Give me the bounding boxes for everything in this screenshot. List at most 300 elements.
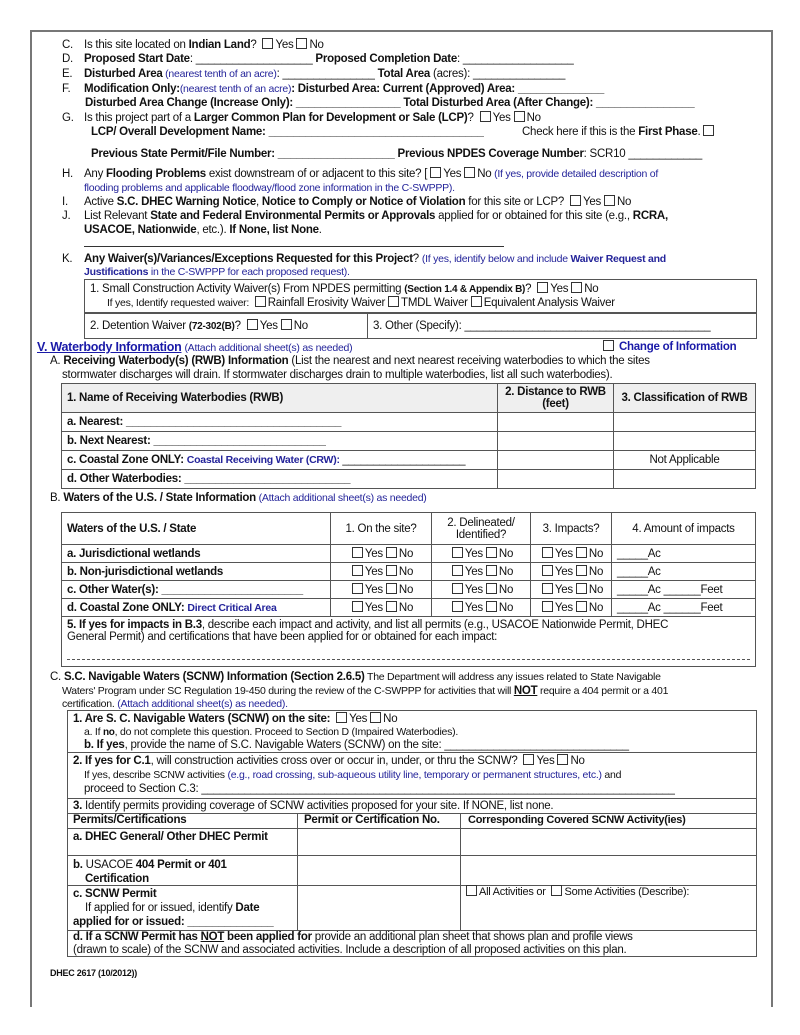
- no-label: No: [498, 602, 514, 614]
- checkbox[interactable]: [604, 195, 615, 206]
- text-segment: provide an additional plan sheet that shows plan and profile views: [311, 931, 633, 943]
- checkbox[interactable]: [570, 195, 581, 206]
- text-segment: a. DHEC General/ Other DHEC Permit: [73, 831, 268, 843]
- impact-amount[interactable]: _____Ac ______Feet: [612, 581, 756, 599]
- wous-row-name: [62, 599, 331, 617]
- rwb-next-nearest[interactable]: [62, 432, 498, 451]
- no-checkbox[interactable]: [576, 547, 587, 558]
- yes-checkbox[interactable]: [452, 547, 463, 558]
- text-segment: RCRA,: [632, 210, 668, 222]
- text-segment: Direct Critical Area: [187, 601, 277, 614]
- waiver-box-1: [84, 279, 757, 314]
- rwb-class-cell[interactable]: [614, 413, 756, 432]
- text-segment: stormwater discharges will drain. If stormwater discharges drain to multiple waterbodies, list all such waterbodies).: [62, 369, 613, 381]
- section-v-note: (Attach additional sheet(s) as needed): [184, 342, 353, 354]
- text-segment: (If yes, identify below and include: [421, 253, 571, 265]
- section-v-title: V. Waterbody Information: [37, 340, 182, 354]
- text-segment: ?: [234, 320, 244, 332]
- item-k-note: [84, 265, 350, 279]
- item-g-lcp: [62, 111, 541, 125]
- wous-table: [61, 512, 756, 667]
- yes-label: Yes: [464, 548, 483, 560]
- impact-amount[interactable]: _____Ac: [612, 545, 756, 563]
- checkbox[interactable]: [262, 38, 273, 49]
- yes-checkbox[interactable]: [352, 601, 363, 612]
- text-segment: d. Other Waterbodies: ___________________________: [67, 473, 351, 485]
- no-label: No: [588, 548, 604, 560]
- text-segment: Justifications: [84, 266, 149, 278]
- yes-label: Yes: [554, 584, 573, 596]
- no-label: No: [498, 548, 514, 560]
- item-g-first-phase: [522, 125, 716, 139]
- text-segment: , provide the name of S.C. Navigable Waters (SCNW) on the site: ______________________________: [124, 739, 629, 751]
- no-checkbox[interactable]: [486, 547, 497, 558]
- text-segment: State and Federal Environmental Permits or Approvals: [150, 210, 436, 222]
- checkbox-label: Yes: [536, 755, 555, 767]
- item-j-none: [84, 223, 322, 237]
- no-checkbox[interactable]: [576, 565, 587, 576]
- text-segment: : __________________: [457, 53, 574, 65]
- checkbox[interactable]: [471, 296, 482, 307]
- checkbox-label: All Activities: [479, 886, 534, 898]
- wous-header-on-site: 1. On the site?: [331, 513, 432, 545]
- text-segment: 2. Detention Waiver: [90, 320, 189, 332]
- scnw-q1: [73, 712, 397, 726]
- checkbox-label: Some Activities (Describe):: [564, 886, 690, 898]
- rwb-nearest[interactable]: [62, 413, 498, 432]
- text-segment: Is this project part of a: [84, 112, 194, 124]
- text-segment: c. Other Water(s): _______________________: [67, 583, 303, 596]
- text-segment: NOT: [200, 931, 225, 943]
- scnw-row-activities: [463, 885, 689, 899]
- scnw-row-permit-2: [85, 901, 259, 915]
- no-label: No: [498, 566, 514, 578]
- no-checkbox[interactable]: [576, 583, 587, 594]
- checkbox[interactable]: [480, 111, 491, 122]
- checkbox-label: Yes: [582, 196, 601, 208]
- text-segment: 3.: [73, 800, 83, 812]
- checkbox-label: No: [570, 755, 585, 767]
- item-j-answer-line[interactable]: [84, 246, 504, 247]
- table-row: [62, 432, 756, 451]
- text-segment: If applied for or issued, identify: [85, 902, 236, 914]
- text-segment: 5. If yes for impacts in B.3: [67, 619, 202, 631]
- text-segment: b.: [73, 859, 86, 871]
- text-segment: c. Coastal Zone ONLY:: [67, 454, 187, 466]
- item-letter: H.: [62, 168, 73, 180]
- no-label: No: [588, 584, 604, 596]
- checkbox[interactable]: [388, 296, 399, 307]
- yes-checkbox[interactable]: [542, 601, 553, 612]
- text-segment: Identify permits providing coverage of SCNW activities proposed for your site. If NONE, list none.: [82, 800, 554, 812]
- text-segment: for this site or LCP?: [465, 196, 567, 208]
- section-v-header: [37, 340, 352, 355]
- no-checkbox[interactable]: [576, 601, 587, 612]
- yes-label: Yes: [464, 584, 483, 596]
- rwb-coastal[interactable]: [62, 451, 498, 470]
- text-segment: ?: [525, 283, 535, 295]
- scnw-d-note-2: [73, 943, 626, 957]
- text-segment: If yes, describe SCNW activities: [84, 769, 228, 781]
- checkbox[interactable]: [551, 885, 562, 896]
- checkbox-label: Yes: [443, 168, 462, 180]
- text-segment: : _______________: [276, 68, 378, 80]
- checkbox[interactable]: [430, 167, 441, 178]
- text-segment: : Disturbed Area: Current (Approved) Area: ______________: [291, 83, 604, 95]
- yes-label: Yes: [364, 602, 383, 614]
- checkbox[interactable]: [557, 754, 568, 765]
- scnw-row-dhec: [73, 830, 268, 844]
- text-segment: USACOE: [85, 859, 136, 871]
- rwb-header-distance: 2. Distance to RWB (feet): [498, 384, 614, 413]
- text-segment: A.: [50, 355, 64, 367]
- item-i-notice: [62, 195, 631, 209]
- scnw-header-activities: Corresponding Covered SCNW Activity(ies): [468, 814, 686, 826]
- rwb-distance-cell[interactable]: [498, 432, 614, 451]
- item-d-dates: [62, 52, 574, 66]
- rwb-class-cell: Not Applicable: [614, 451, 756, 470]
- impacts-note-2: [67, 631, 750, 643]
- yes-label: Yes: [364, 584, 383, 596]
- scnw-d-note: [73, 930, 633, 944]
- wous-header-amount: 4. Amount of impacts: [612, 513, 756, 545]
- text-segment: 1. Are S. C. Navigable Waters (SCNW) on the site:: [73, 713, 334, 725]
- yes-no-cell: [432, 545, 531, 563]
- scnw-row-permit-3: [73, 915, 273, 929]
- text-segment: Receiving Waterbody(s) (RWB) Information: [63, 355, 289, 367]
- item-letter: I.: [62, 196, 68, 208]
- text-segment: c. SCNW Permit: [73, 888, 157, 900]
- checkbox-label: Equivalent Analysis Waiver: [483, 297, 615, 309]
- text-segment: Any Waiver(s)/Variances/Exceptions Requested for this Project: [84, 253, 413, 265]
- text-segment: , do not complete this question. Proceed to Section D (Impaired Waterbodies).: [114, 726, 459, 738]
- item-h-flooding: [62, 167, 658, 181]
- yes-no-cell: [531, 545, 612, 563]
- yes-no-cell: [531, 563, 612, 581]
- scnw-q3: [73, 799, 553, 813]
- yes-no-cell: [531, 599, 612, 617]
- checkbox[interactable]: [296, 38, 307, 49]
- scnw-q2: [73, 754, 585, 768]
- checkbox[interactable]: [247, 319, 258, 330]
- item-j-permits: [62, 209, 668, 223]
- text-segment: (drawn to scale) of the SCNW and associated activities. Include a description of all proposed activities on this plan.: [73, 944, 627, 956]
- waiver-types: [107, 296, 615, 310]
- text-segment: Date: [235, 902, 260, 914]
- text-segment: (Attach additional sheet(s) as needed).: [117, 698, 288, 710]
- rwb-class-cell[interactable]: [614, 432, 756, 451]
- checkbox[interactable]: [255, 296, 266, 307]
- checkbox-label: No: [617, 196, 632, 208]
- text-segment: d. Coastal Zone ONLY:: [67, 601, 188, 614]
- text-segment: (nearest tenth of an acre): [179, 83, 292, 95]
- impacts-note: [67, 619, 750, 631]
- scnw-q1b: [84, 738, 629, 752]
- text-segment: no: [102, 727, 115, 738]
- no-checkbox[interactable]: [486, 583, 497, 594]
- text-segment: b. Non-jurisdictional wetlands: [67, 565, 224, 578]
- text-segment: or: [533, 886, 549, 898]
- item-h-note: [84, 181, 455, 195]
- checkbox[interactable]: [370, 712, 381, 723]
- wous-header-name: Waters of the U.S. / State: [62, 513, 331, 545]
- text-segment: Larger Common Plan for Development or Sale (LCP): [193, 112, 468, 124]
- rwb-distance-cell[interactable]: [498, 413, 614, 432]
- wous-row-name: [62, 581, 331, 599]
- text-segment: Is this site located on: [84, 39, 189, 51]
- text-segment: S.C. DHEC Warning Notice: [116, 196, 257, 208]
- waiver-box-2: [84, 312, 757, 339]
- yes-checkbox[interactable]: [542, 547, 553, 558]
- text-segment: First Phase: [638, 126, 698, 138]
- text-segment: exist downstream of or adjacent to this site? [: [205, 168, 428, 180]
- yes-no-cell: [331, 563, 432, 581]
- text-segment: (acres): _______________: [430, 68, 566, 80]
- text-segment: applied for or obtained for this site (e.g.,: [435, 210, 633, 222]
- text-segment: Indian Land: [188, 39, 251, 51]
- item-letter: C.: [62, 39, 73, 51]
- text-segment: (List the nearest and next nearest receiving waterbodies to which the sites: [288, 355, 650, 367]
- item-k-waivers: [62, 252, 666, 266]
- section-a-intro-2: [62, 368, 612, 382]
- text-segment: 404 Permit or 401: [135, 859, 227, 871]
- text-segment: d. If a SCNW Permit has: [73, 931, 201, 943]
- table-row: [62, 470, 756, 489]
- text-segment: a. Jurisdictional wetlands: [67, 547, 201, 560]
- no-label: No: [588, 566, 604, 578]
- table-row: [62, 599, 756, 617]
- yes-checkbox[interactable]: [542, 583, 553, 594]
- section-b-title: [50, 491, 427, 505]
- text-segment: (72-302(B): [188, 321, 235, 332]
- scnw-header-number: Permit or Certification No.: [304, 814, 440, 826]
- text-segment: S.C. Navigable Waters (SCNW) Information (Section 2.6.5): [63, 671, 365, 683]
- text-segment: a. If: [84, 726, 103, 738]
- wous-header-impacts: 3. Impacts?: [531, 513, 612, 545]
- text-segment: Modification Only:: [84, 83, 180, 95]
- wous-row-name: [62, 545, 331, 563]
- text-segment: , describe each impact and activity, and list all permits (e.g., USACOE Nationwide Permit, DHEC: [201, 619, 669, 631]
- text-segment: (If yes, provide detailed description of: [491, 168, 659, 180]
- rwb-distance-cell[interactable]: [498, 470, 614, 489]
- text-segment: Flooding Problems: [106, 168, 206, 180]
- checkbox-label: Yes: [492, 112, 511, 124]
- item-letter: K.: [62, 253, 73, 265]
- text-segment: ,: [256, 196, 262, 208]
- no-label: No: [398, 602, 414, 614]
- no-checkbox[interactable]: [486, 565, 497, 576]
- item-letter: J.: [62, 210, 71, 222]
- impact-amount[interactable]: _____Ac: [612, 563, 756, 581]
- yes-checkbox[interactable]: [452, 601, 463, 612]
- text-segment: , etc.).: [196, 224, 230, 236]
- text-segment: require a 404 permit or a 401: [537, 685, 669, 697]
- checkbox-label: No: [293, 320, 308, 332]
- item-letter: E.: [62, 68, 73, 80]
- checkbox-label: Yes: [259, 320, 278, 332]
- impacts-description[interactable]: [62, 617, 756, 667]
- yes-no-cell: [331, 581, 432, 599]
- text-segment: Proposed Start Date: [84, 53, 190, 65]
- text-segment: Waters' Program under SC Regulation 19-450 during the review of the C-SWPPP for activities that will: [62, 685, 514, 697]
- text-segment: (nearest tenth of an acre): [162, 68, 277, 80]
- rwb-class-cell[interactable]: [614, 470, 756, 489]
- text-segment: flooding problems and applicable floodway/flood zone information in the C-SWPPP).: [84, 182, 455, 194]
- yes-label: Yes: [364, 548, 383, 560]
- text-segment: applied for or issued: ______________: [73, 916, 274, 928]
- item-letter: G.: [62, 112, 74, 124]
- text-segment: (Attach additional sheet(s) as needed): [255, 492, 427, 504]
- text-segment: ____________________: [342, 454, 466, 466]
- text-segment: Waiver Request and: [570, 253, 666, 265]
- checkbox[interactable]: [281, 319, 292, 330]
- text-segment: Proposed Completion Date: [315, 53, 458, 65]
- item-f-change: [85, 96, 694, 110]
- checkbox-label: No: [477, 168, 492, 180]
- text-segment: NOT: [513, 685, 538, 697]
- small-construction-waiver: [90, 282, 598, 297]
- yes-label: Yes: [464, 602, 483, 614]
- wous-header-delineated: 2. Delineated/ Identified?: [432, 513, 531, 545]
- text-segment: The Department will address any issues related to State Navigable: [364, 671, 661, 683]
- text-segment: B.: [50, 492, 64, 504]
- scnw-row-permit: [73, 887, 156, 901]
- text-segment: General Permit) and certifications that have been applied for or obtained for each impact:: [67, 631, 498, 643]
- no-checkbox[interactable]: [386, 583, 397, 594]
- text-segment: and: [601, 769, 622, 781]
- rwb-header-classification: 3. Classification of RWB: [614, 384, 756, 413]
- checkbox-label: Rainfall Erosivity Waiver: [267, 297, 386, 309]
- yes-label: Yes: [554, 548, 573, 560]
- rwb-header-name: 1. Name of Receiving Waterbodies (RWB): [62, 384, 498, 413]
- text-segment: : ___________________: [189, 53, 316, 65]
- impact-amount[interactable]: _____Ac ______Feet: [612, 599, 756, 617]
- checkbox[interactable]: [464, 167, 475, 178]
- yes-label: Yes: [464, 566, 483, 578]
- item-e-area: [62, 67, 565, 81]
- text-segment: Notice to Comply or Notice of Violation: [261, 196, 466, 208]
- checkbox[interactable]: [336, 712, 347, 723]
- text-segment: proceed to Section C.3: _____________________________________________________________________________: [84, 783, 675, 795]
- rwb-table: [61, 383, 756, 489]
- section-a-intro: [50, 354, 650, 368]
- text-segment: 3. Other (Specify): ________________________________________: [373, 320, 711, 332]
- text-segment: LCP/ Overall Development Name: ___________________________________: [91, 126, 484, 138]
- checkbox-label: Yes: [550, 283, 569, 295]
- yes-no-cell: [432, 581, 531, 599]
- text-segment: Waters of the U.S. / State Information: [63, 492, 256, 504]
- text-segment: certification.: [62, 698, 118, 710]
- checkbox[interactable]: [514, 111, 525, 122]
- checkbox-label: No: [309, 39, 324, 51]
- text-segment: , will construction activities cross over or occur in, under, or thru the SCNW?: [150, 755, 521, 767]
- table-row: [62, 581, 756, 599]
- scnw-header-permits: Permits/Certifications: [73, 814, 187, 826]
- checkbox-label: TMDL Waiver: [401, 297, 468, 309]
- section-c-intro: [50, 670, 661, 684]
- text-segment: ?: [467, 112, 477, 124]
- table-row: [62, 451, 756, 470]
- no-label: No: [398, 584, 414, 596]
- text-segment: Active: [84, 196, 117, 208]
- yes-checkbox[interactable]: [352, 565, 363, 576]
- checkbox-label: No: [383, 713, 398, 725]
- yes-checkbox[interactable]: [352, 547, 363, 558]
- checkbox[interactable]: [523, 754, 534, 765]
- yes-label: Yes: [364, 566, 383, 578]
- text-segment: Previous State Permit/File Number: ___________________ Previous NPDES Coverage Number: [91, 148, 584, 160]
- change-of-information-label: Change of Information: [618, 341, 737, 353]
- checkbox[interactable]: [703, 125, 714, 136]
- yes-checkbox[interactable]: [452, 583, 463, 594]
- checkbox-label: Yes: [275, 39, 294, 51]
- yes-checkbox[interactable]: [452, 565, 463, 576]
- checkbox[interactable]: [466, 885, 477, 896]
- text-segment: .: [697, 126, 701, 138]
- wous-row-name: [62, 563, 331, 581]
- text-segment: USACOE, Nationwide: [84, 224, 197, 236]
- no-label: No: [498, 584, 514, 596]
- text-segment: a. Nearest: ___________________________________: [67, 416, 342, 428]
- text-segment: been applied for: [224, 931, 312, 943]
- scnw-row-usacoe: [73, 858, 227, 872]
- no-checkbox[interactable]: [386, 565, 397, 576]
- no-label: No: [398, 548, 414, 560]
- scnw-q2c: [84, 782, 675, 796]
- yes-checkbox[interactable]: [542, 565, 553, 576]
- change-of-information: [600, 340, 736, 354]
- item-g-previous-permit: [91, 147, 702, 161]
- detention-waiver: [90, 319, 308, 334]
- yes-label: Yes: [554, 566, 573, 578]
- text-segment: (e.g., road crossing, sub-aqueous utility line, temporary or permanent structures, etc.): [227, 769, 602, 781]
- no-checkbox[interactable]: [486, 601, 497, 612]
- no-checkbox[interactable]: [386, 547, 397, 558]
- yes-no-cell: [432, 563, 531, 581]
- table-row: [62, 563, 756, 581]
- text-segment: .: [318, 224, 322, 236]
- text-segment: ?: [412, 253, 422, 265]
- rwb-other[interactable]: [62, 470, 498, 489]
- section-c-intro-2: [62, 684, 668, 698]
- text-segment: Disturbed Area: [84, 68, 163, 80]
- text-segment: If None, list None: [229, 224, 319, 236]
- yes-no-cell: [331, 545, 432, 563]
- checkbox[interactable]: [537, 282, 548, 293]
- table-row: [62, 413, 756, 432]
- no-label: No: [398, 566, 414, 578]
- no-checkbox[interactable]: [386, 601, 397, 612]
- text-segment: If yes, Identify requested waiver:: [107, 297, 252, 309]
- text-segment: (Section 1.4 & Appendix B): [404, 284, 526, 295]
- text-segment: Any: [84, 168, 107, 180]
- change-of-information-checkbox[interactable]: [603, 340, 614, 351]
- text-segment: b. If yes: [84, 739, 125, 751]
- table-row: [62, 545, 756, 563]
- checkbox[interactable]: [571, 282, 582, 293]
- rwb-distance-cell[interactable]: [498, 451, 614, 470]
- text-segment: Disturbed Area Change (Increase Only): _________________ Total Disturbed Area (After Change): ________________: [85, 97, 695, 109]
- section-c-intro-3: [62, 697, 288, 711]
- text-segment: Certification: [85, 873, 149, 885]
- text-segment: Coastal Receiving Water (CRW):: [186, 454, 343, 466]
- other-waiver: [373, 319, 710, 333]
- yes-checkbox[interactable]: [352, 583, 363, 594]
- no-label: No: [588, 602, 604, 614]
- text-segment: : SCR10 ____________: [583, 148, 703, 160]
- checkbox-label: No: [584, 283, 599, 295]
- scnw-box: [67, 710, 757, 957]
